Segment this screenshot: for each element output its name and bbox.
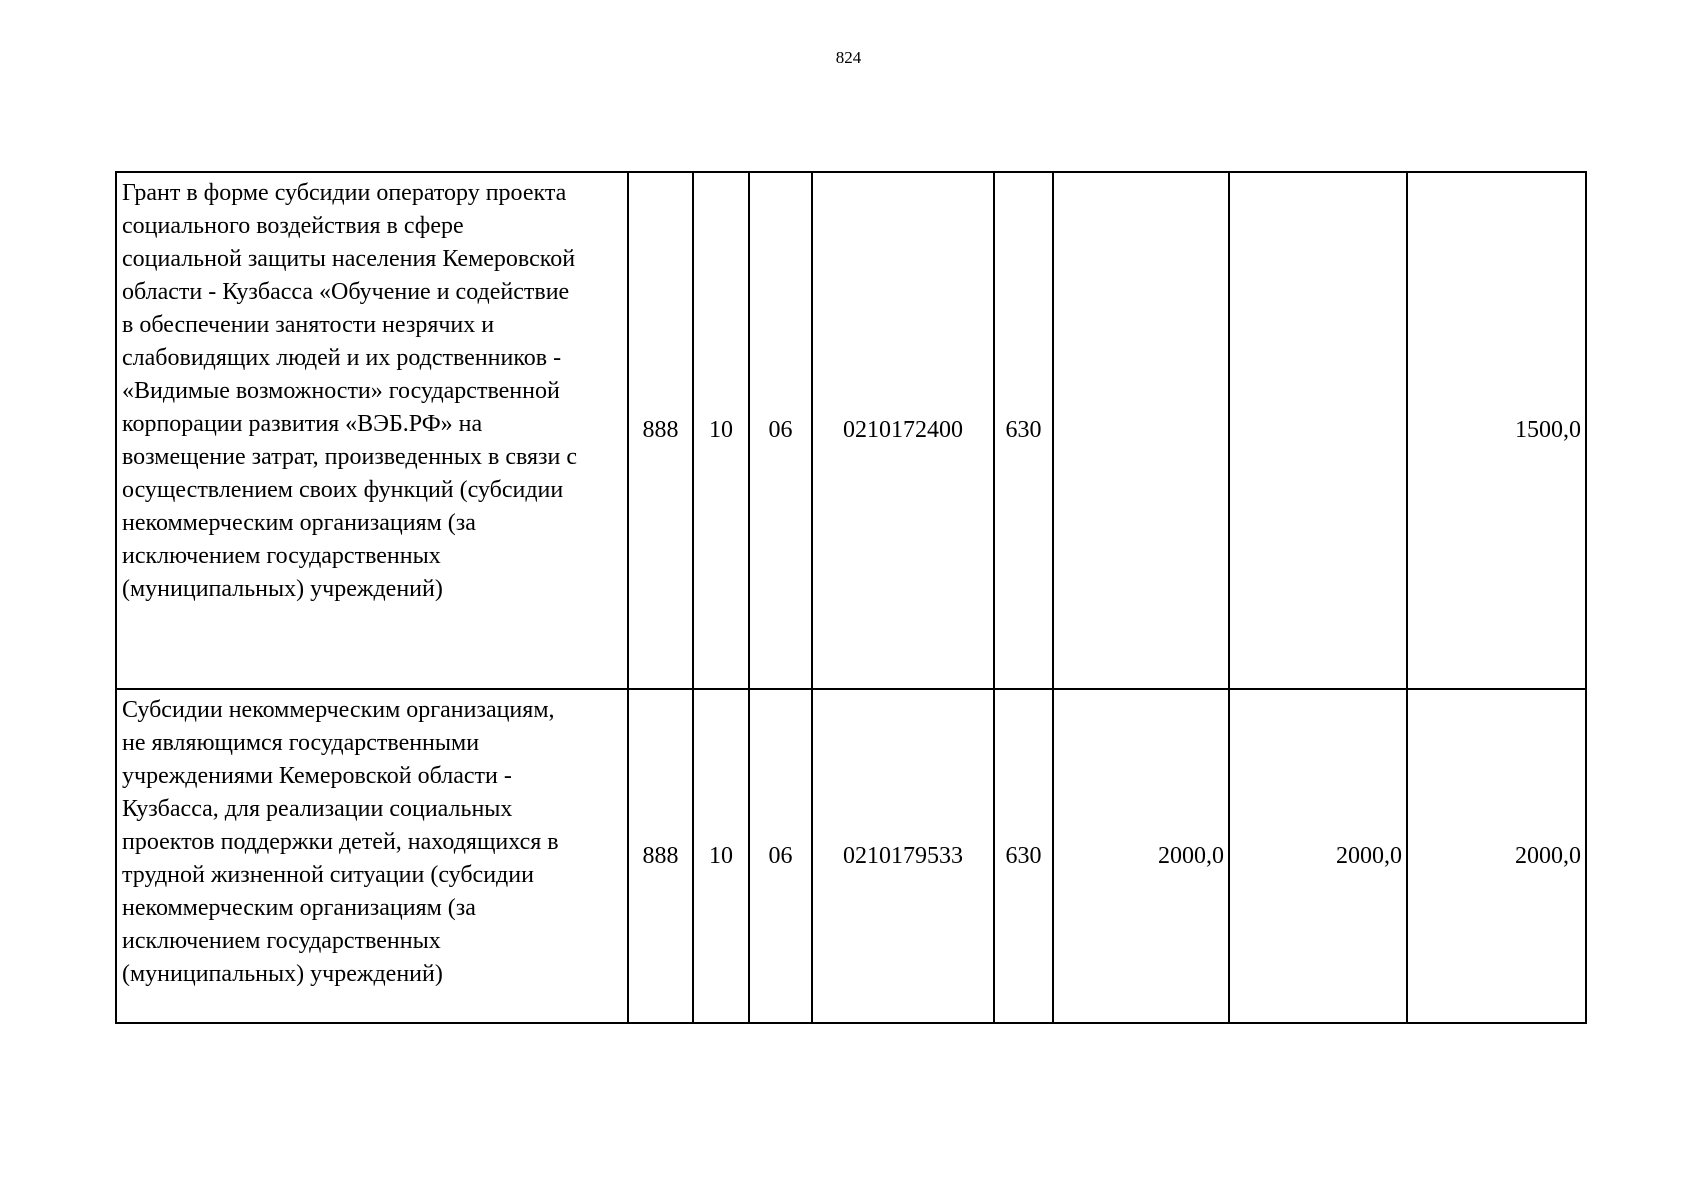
table-row — [116, 689, 1586, 1023]
ministry-code: 888 — [628, 689, 693, 1023]
target-article-code: 0210172400 — [812, 172, 994, 689]
amount-year-3: 1500,0 — [1407, 172, 1586, 689]
amount-year-2: 2000,0 — [1229, 689, 1407, 1023]
section-code: 10 — [693, 689, 749, 1023]
expense-type-code: 630 — [994, 172, 1053, 689]
budget-table — [115, 171, 1587, 1024]
row-description: Субсидии некоммерческим организациям, не являющимся государственными учреждениями Кемеровской области - Кузбасса, для реализации социальных проектов поддержки детей, находящихся в трудной жизненной ситуации (субсидии некоммерческим организациям (за исключением государственных (муниципальных) учреждений) — [116, 689, 628, 1023]
expense-type-code: 630 — [994, 689, 1053, 1023]
amount-year-2 — [1229, 172, 1407, 689]
amount-year-1 — [1053, 172, 1229, 689]
target-article-code: 0210179533 — [812, 689, 994, 1023]
ministry-code: 888 — [628, 172, 693, 689]
page-number: 824 — [835, 48, 862, 67]
amount-year-3: 2000,0 — [1407, 689, 1586, 1023]
subsection-code: 06 — [749, 172, 812, 689]
row-description: Грант в форме субсидии оператору проекта социального воздействия в сфере социальной защиты населения Кемеровской области - Кузбасса «Обучение и содействие в обеспечении занятости незрячих и слабовидящих людей и их родственников - «Видимые возможности» государственной корпорации развития «ВЭБ.РФ» на возмещение затрат, произведенных в связи с осуществлением своих функций (субсидии некоммерческим организациям (за исключением государственных (муниципальных) учреждений) — [116, 172, 628, 689]
subsection-code: 06 — [749, 689, 812, 1023]
amount-year-1: 2000,0 — [1053, 689, 1229, 1023]
section-code: 10 — [693, 172, 749, 689]
table-row — [116, 172, 1586, 689]
